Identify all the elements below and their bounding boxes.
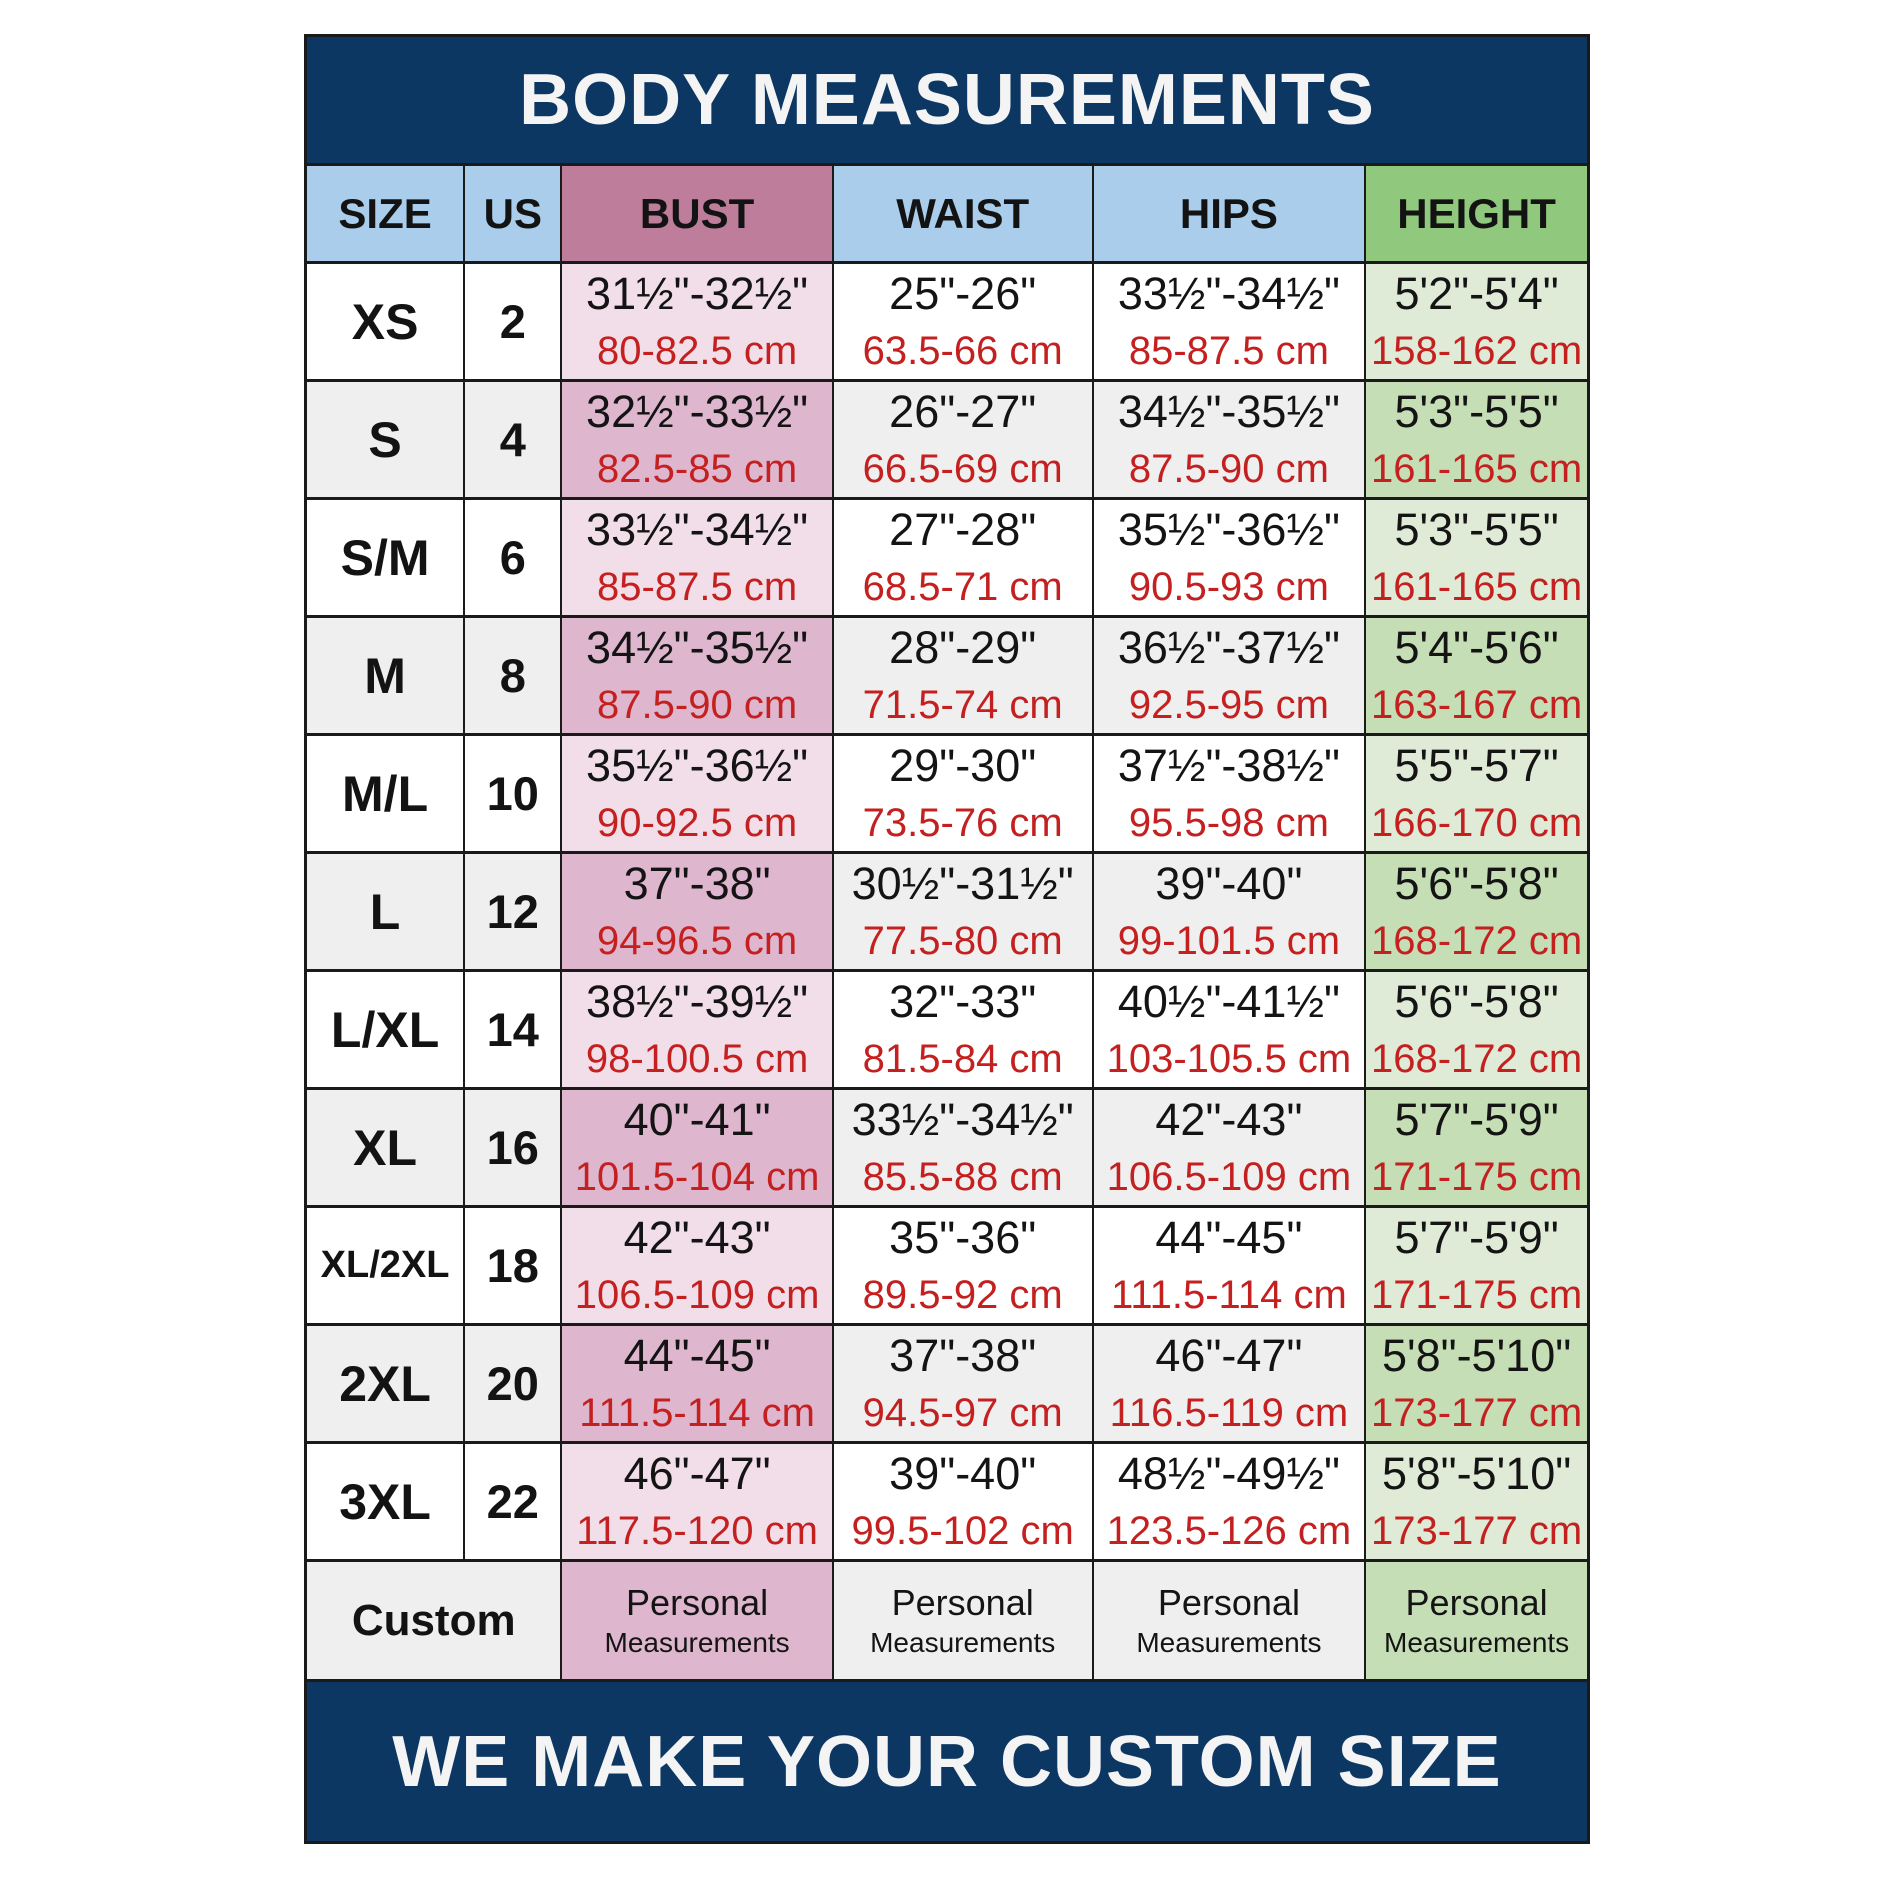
custom-size-row (307, 1559, 1587, 1679)
bust-inches: 38½"-39½" (586, 976, 809, 1028)
custom-label: Custom (351, 1595, 516, 1645)
size-label: XL/2XL (320, 1244, 450, 1286)
bust-cell (560, 1326, 831, 1441)
column-header-us (463, 166, 560, 261)
height-inches: 5'6"-5'8" (1394, 976, 1559, 1028)
bust-cell (560, 382, 831, 497)
size-label: M (364, 647, 406, 704)
waist-inches: 37"-38" (889, 1330, 1037, 1382)
bust-inches: 46"-47" (623, 1448, 771, 1500)
hips-inches: 36½"-37½" (1117, 622, 1340, 674)
custom-waist-line2: Measurements (870, 1627, 1056, 1659)
us-size-label: 4 (499, 413, 526, 466)
body-measurements-size-chart (304, 34, 1590, 1844)
column-header-us-label: US (483, 189, 542, 237)
height-cm: 166-170 cm (1370, 800, 1583, 845)
size-label: 2XL (339, 1355, 431, 1412)
height-cell (1364, 1090, 1587, 1205)
hips-cm: 103-105.5 cm (1106, 1036, 1352, 1081)
us-size-cell (463, 1090, 560, 1205)
height-cell (1364, 618, 1587, 733)
height-cm: 163-167 cm (1370, 682, 1583, 727)
column-header-height (1364, 166, 1587, 261)
waist-inches: 27"-28" (889, 504, 1037, 556)
bust-inches: 42"-43" (623, 1212, 771, 1264)
waist-cell (832, 1444, 1092, 1559)
hips-cm: 95.5-98 cm (1128, 800, 1329, 845)
us-size-cell (463, 1444, 560, 1559)
us-size-cell (463, 1208, 560, 1323)
bust-inches: 35½"-36½" (586, 740, 809, 792)
height-cm: 168-172 cm (1370, 918, 1583, 963)
size-label: L/XL (330, 1001, 440, 1058)
hips-cell (1092, 972, 1365, 1087)
column-header-height-label: HEIGHT (1397, 189, 1556, 237)
footer-slogan: WE MAKE YOUR CUSTOM SIZE (392, 1721, 1502, 1802)
height-cm: 161-165 cm (1370, 564, 1583, 609)
size-cell (307, 618, 463, 733)
waist-cm: 81.5-84 cm (862, 1036, 1063, 1081)
hips-cm: 99-101.5 cm (1117, 918, 1341, 963)
custom-hips-line2: Measurements (1136, 1627, 1322, 1659)
hips-inches: 46"-47" (1155, 1330, 1303, 1382)
size-label: L (369, 883, 401, 940)
size-label: M/L (342, 765, 429, 822)
height-cm: 173-177 cm (1370, 1390, 1583, 1435)
custom-height-line1: Personal (1405, 1581, 1548, 1623)
waist-cell (832, 972, 1092, 1087)
bust-cell (560, 1444, 831, 1559)
waist-cm: 89.5-92 cm (862, 1272, 1063, 1317)
size-cell (307, 264, 463, 379)
waist-cell (832, 382, 1092, 497)
us-size-label: 18 (486, 1239, 539, 1292)
size-cell (307, 1208, 463, 1323)
hips-inches: 33½"-34½" (1117, 268, 1340, 320)
custom-hips-cell (1092, 1562, 1365, 1679)
waist-inches: 25"-26" (889, 268, 1037, 320)
bust-cm: 80-82.5 cm (597, 328, 798, 373)
us-size-label: 14 (486, 1003, 539, 1056)
waist-inches: 29"-30" (889, 740, 1037, 792)
waist-inches: 35"-36" (889, 1212, 1037, 1264)
bust-cell (560, 1208, 831, 1323)
chart-title: BODY MEASUREMENTS (519, 60, 1375, 140)
bust-inches: 33½"-34½" (586, 504, 809, 556)
hips-cell (1092, 854, 1365, 969)
column-header-bust (560, 166, 831, 261)
us-size-cell (463, 972, 560, 1087)
height-cell (1364, 736, 1587, 851)
column-header-bust-label: BUST (639, 189, 755, 237)
custom-bust-line2: Measurements (604, 1627, 790, 1659)
height-cell (1364, 1444, 1587, 1559)
waist-cm: 63.5-66 cm (862, 328, 1063, 373)
size-table-row (307, 733, 1587, 851)
height-inches: 5'3"-5'5" (1394, 504, 1559, 556)
height-cell (1364, 1326, 1587, 1441)
height-inches: 5'8"-5'10" (1381, 1448, 1572, 1500)
custom-hips-line1: Personal (1157, 1581, 1300, 1623)
size-rows (307, 261, 1587, 1559)
waist-cm: 73.5-76 cm (862, 800, 1063, 845)
custom-bust-cell (560, 1562, 831, 1679)
size-cell (307, 1090, 463, 1205)
waist-inches: 33½"-34½" (851, 1094, 1074, 1146)
us-size-label: 2 (499, 295, 526, 348)
bust-inches: 40"-41" (623, 1094, 771, 1146)
size-table-row (307, 261, 1587, 379)
size-cell (307, 854, 463, 969)
size-cell (307, 382, 463, 497)
custom-waist-line1: Personal (891, 1581, 1034, 1623)
hips-cell (1092, 736, 1365, 851)
bust-inches: 37"-38" (623, 858, 771, 910)
bust-cell (560, 618, 831, 733)
size-cell (307, 500, 463, 615)
height-cell (1364, 1208, 1587, 1323)
size-cell (307, 1326, 463, 1441)
custom-bust-line1: Personal (626, 1581, 769, 1623)
size-table-row (307, 615, 1587, 733)
height-cm: 158-162 cm (1370, 328, 1583, 373)
height-cell (1364, 382, 1587, 497)
bust-cell (560, 736, 831, 851)
bust-inches: 32½"-33½" (586, 386, 809, 438)
waist-cm: 85.5-88 cm (862, 1154, 1063, 1199)
height-cm: 161-165 cm (1370, 446, 1583, 491)
hips-cm: 106.5-109 cm (1106, 1154, 1352, 1199)
size-table-row (307, 969, 1587, 1087)
size-table-row (307, 1087, 1587, 1205)
us-size-label: 10 (486, 767, 539, 820)
height-cm: 171-175 cm (1370, 1154, 1583, 1199)
size-table-row (307, 1441, 1587, 1559)
waist-inches: 39"-40" (889, 1448, 1037, 1500)
footer-banner (307, 1679, 1587, 1841)
size-label: 3XL (339, 1473, 431, 1530)
us-size-cell (463, 618, 560, 733)
hips-cell (1092, 382, 1365, 497)
height-inches: 5'7"-5'9" (1394, 1094, 1559, 1146)
waist-inches: 28"-29" (889, 622, 1037, 674)
waist-cell (832, 264, 1092, 379)
bust-cm: 90-92.5 cm (597, 800, 798, 845)
waist-cm: 99.5-102 cm (851, 1508, 1074, 1553)
us-size-label: 12 (486, 885, 539, 938)
size-label: XS (351, 293, 419, 350)
height-inches: 5'7"-5'9" (1394, 1212, 1559, 1264)
custom-height-cell (1364, 1562, 1587, 1679)
column-header-hips (1092, 166, 1365, 261)
bust-cell (560, 972, 831, 1087)
us-size-cell (463, 854, 560, 969)
waist-cell (832, 500, 1092, 615)
bust-cell (560, 500, 831, 615)
hips-cm: 90.5-93 cm (1128, 564, 1329, 609)
hips-cell (1092, 618, 1365, 733)
hips-cm: 92.5-95 cm (1128, 682, 1329, 727)
bust-cm: 101.5-104 cm (574, 1154, 820, 1199)
hips-inches: 39"-40" (1155, 858, 1303, 910)
size-cell (307, 972, 463, 1087)
height-cell (1364, 500, 1587, 615)
height-inches: 5'8"-5'10" (1381, 1330, 1572, 1382)
waist-inches: 32"-33" (889, 976, 1037, 1028)
bust-cm: 106.5-109 cm (574, 1272, 820, 1317)
bust-inches: 34½"-35½" (586, 622, 809, 674)
us-size-label: 8 (499, 649, 526, 702)
column-header-size (307, 166, 463, 261)
hips-cell (1092, 1208, 1365, 1323)
us-size-cell (463, 500, 560, 615)
size-cell (307, 736, 463, 851)
bust-cm: 94-96.5 cm (597, 918, 798, 963)
hips-inches: 34½"-35½" (1117, 386, 1340, 438)
size-table-row (307, 1323, 1587, 1441)
bust-cell (560, 1090, 831, 1205)
height-cm: 168-172 cm (1370, 1036, 1583, 1081)
waist-cm: 94.5-97 cm (862, 1390, 1063, 1435)
bust-inches: 44"-45" (623, 1330, 771, 1382)
bust-inches: 31½"-32½" (586, 268, 809, 320)
column-header-size-label: SIZE (338, 189, 432, 237)
size-label: S/M (340, 529, 430, 586)
waist-cm: 66.5-69 cm (862, 446, 1063, 491)
custom-height-line2: Measurements (1384, 1627, 1570, 1659)
bust-cm: 82.5-85 cm (597, 446, 798, 491)
us-size-cell (463, 1326, 560, 1441)
size-table-row (307, 379, 1587, 497)
hips-cm: 87.5-90 cm (1128, 446, 1329, 491)
hips-cm: 85-87.5 cm (1128, 328, 1329, 373)
bust-cell (560, 264, 831, 379)
size-label: XL (353, 1119, 418, 1176)
height-cell (1364, 972, 1587, 1087)
hips-cell (1092, 264, 1365, 379)
waist-inches: 26"-27" (889, 386, 1037, 438)
hips-cm: 116.5-119 cm (1109, 1390, 1349, 1435)
size-table-row (307, 497, 1587, 615)
hips-inches: 44"-45" (1155, 1212, 1303, 1264)
height-inches: 5'2"-5'4" (1394, 268, 1559, 320)
hips-cm: 123.5-126 cm (1106, 1508, 1352, 1553)
column-header-waist-label: WAIST (896, 189, 1030, 237)
us-size-cell (463, 382, 560, 497)
bust-cell (560, 854, 831, 969)
custom-waist-cell (832, 1562, 1092, 1679)
size-table-row (307, 851, 1587, 969)
hips-cell (1092, 1326, 1365, 1441)
waist-inches: 30½"-31½" (851, 858, 1074, 910)
us-size-label: 20 (486, 1357, 539, 1410)
waist-cm: 71.5-74 cm (862, 682, 1063, 727)
size-cell (307, 1444, 463, 1559)
hips-inches: 40½"-41½" (1117, 976, 1340, 1028)
hips-cell (1092, 1090, 1365, 1205)
size-label: S (368, 411, 402, 468)
us-size-label: 22 (486, 1475, 539, 1528)
bust-cm: 87.5-90 cm (597, 682, 798, 727)
height-inches: 5'6"-5'8" (1394, 858, 1559, 910)
height-cell (1364, 264, 1587, 379)
size-table-row (307, 1205, 1587, 1323)
title-banner (307, 37, 1587, 163)
waist-cell (832, 1326, 1092, 1441)
height-inches: 5'4"-5'6" (1394, 622, 1559, 674)
hips-inches: 48½"-49½" (1117, 1448, 1340, 1500)
hips-inches: 37½"-38½" (1117, 740, 1340, 792)
bust-cm: 85-87.5 cm (597, 564, 798, 609)
us-size-label: 6 (499, 531, 526, 584)
column-header-row (307, 163, 1587, 261)
waist-cm: 77.5-80 cm (862, 918, 1063, 963)
bust-cm: 111.5-114 cm (579, 1390, 815, 1435)
bust-cm: 98-100.5 cm (585, 1036, 809, 1081)
waist-cell (832, 618, 1092, 733)
hips-cell (1092, 1444, 1365, 1559)
custom-label-cell (307, 1562, 560, 1679)
hips-cm: 111.5-114 cm (1111, 1272, 1347, 1317)
column-header-waist (832, 166, 1092, 261)
us-size-cell (463, 736, 560, 851)
waist-cell (832, 736, 1092, 851)
waist-cell (832, 1090, 1092, 1205)
us-size-label: 16 (486, 1121, 539, 1174)
height-cm: 171-175 cm (1370, 1272, 1583, 1317)
us-size-cell (463, 264, 560, 379)
hips-inches: 42"-43" (1155, 1094, 1303, 1146)
height-inches: 5'5"-5'7" (1394, 740, 1559, 792)
waist-cell (832, 1208, 1092, 1323)
bust-cm: 117.5-120 cm (576, 1508, 818, 1553)
hips-cell (1092, 500, 1365, 615)
column-header-hips-label: HIPS (1179, 189, 1278, 237)
height-inches: 5'3"-5'5" (1394, 386, 1559, 438)
waist-cell (832, 854, 1092, 969)
waist-cm: 68.5-71 cm (862, 564, 1063, 609)
hips-inches: 35½"-36½" (1117, 504, 1340, 556)
height-cell (1364, 854, 1587, 969)
height-cm: 173-177 cm (1370, 1508, 1583, 1553)
